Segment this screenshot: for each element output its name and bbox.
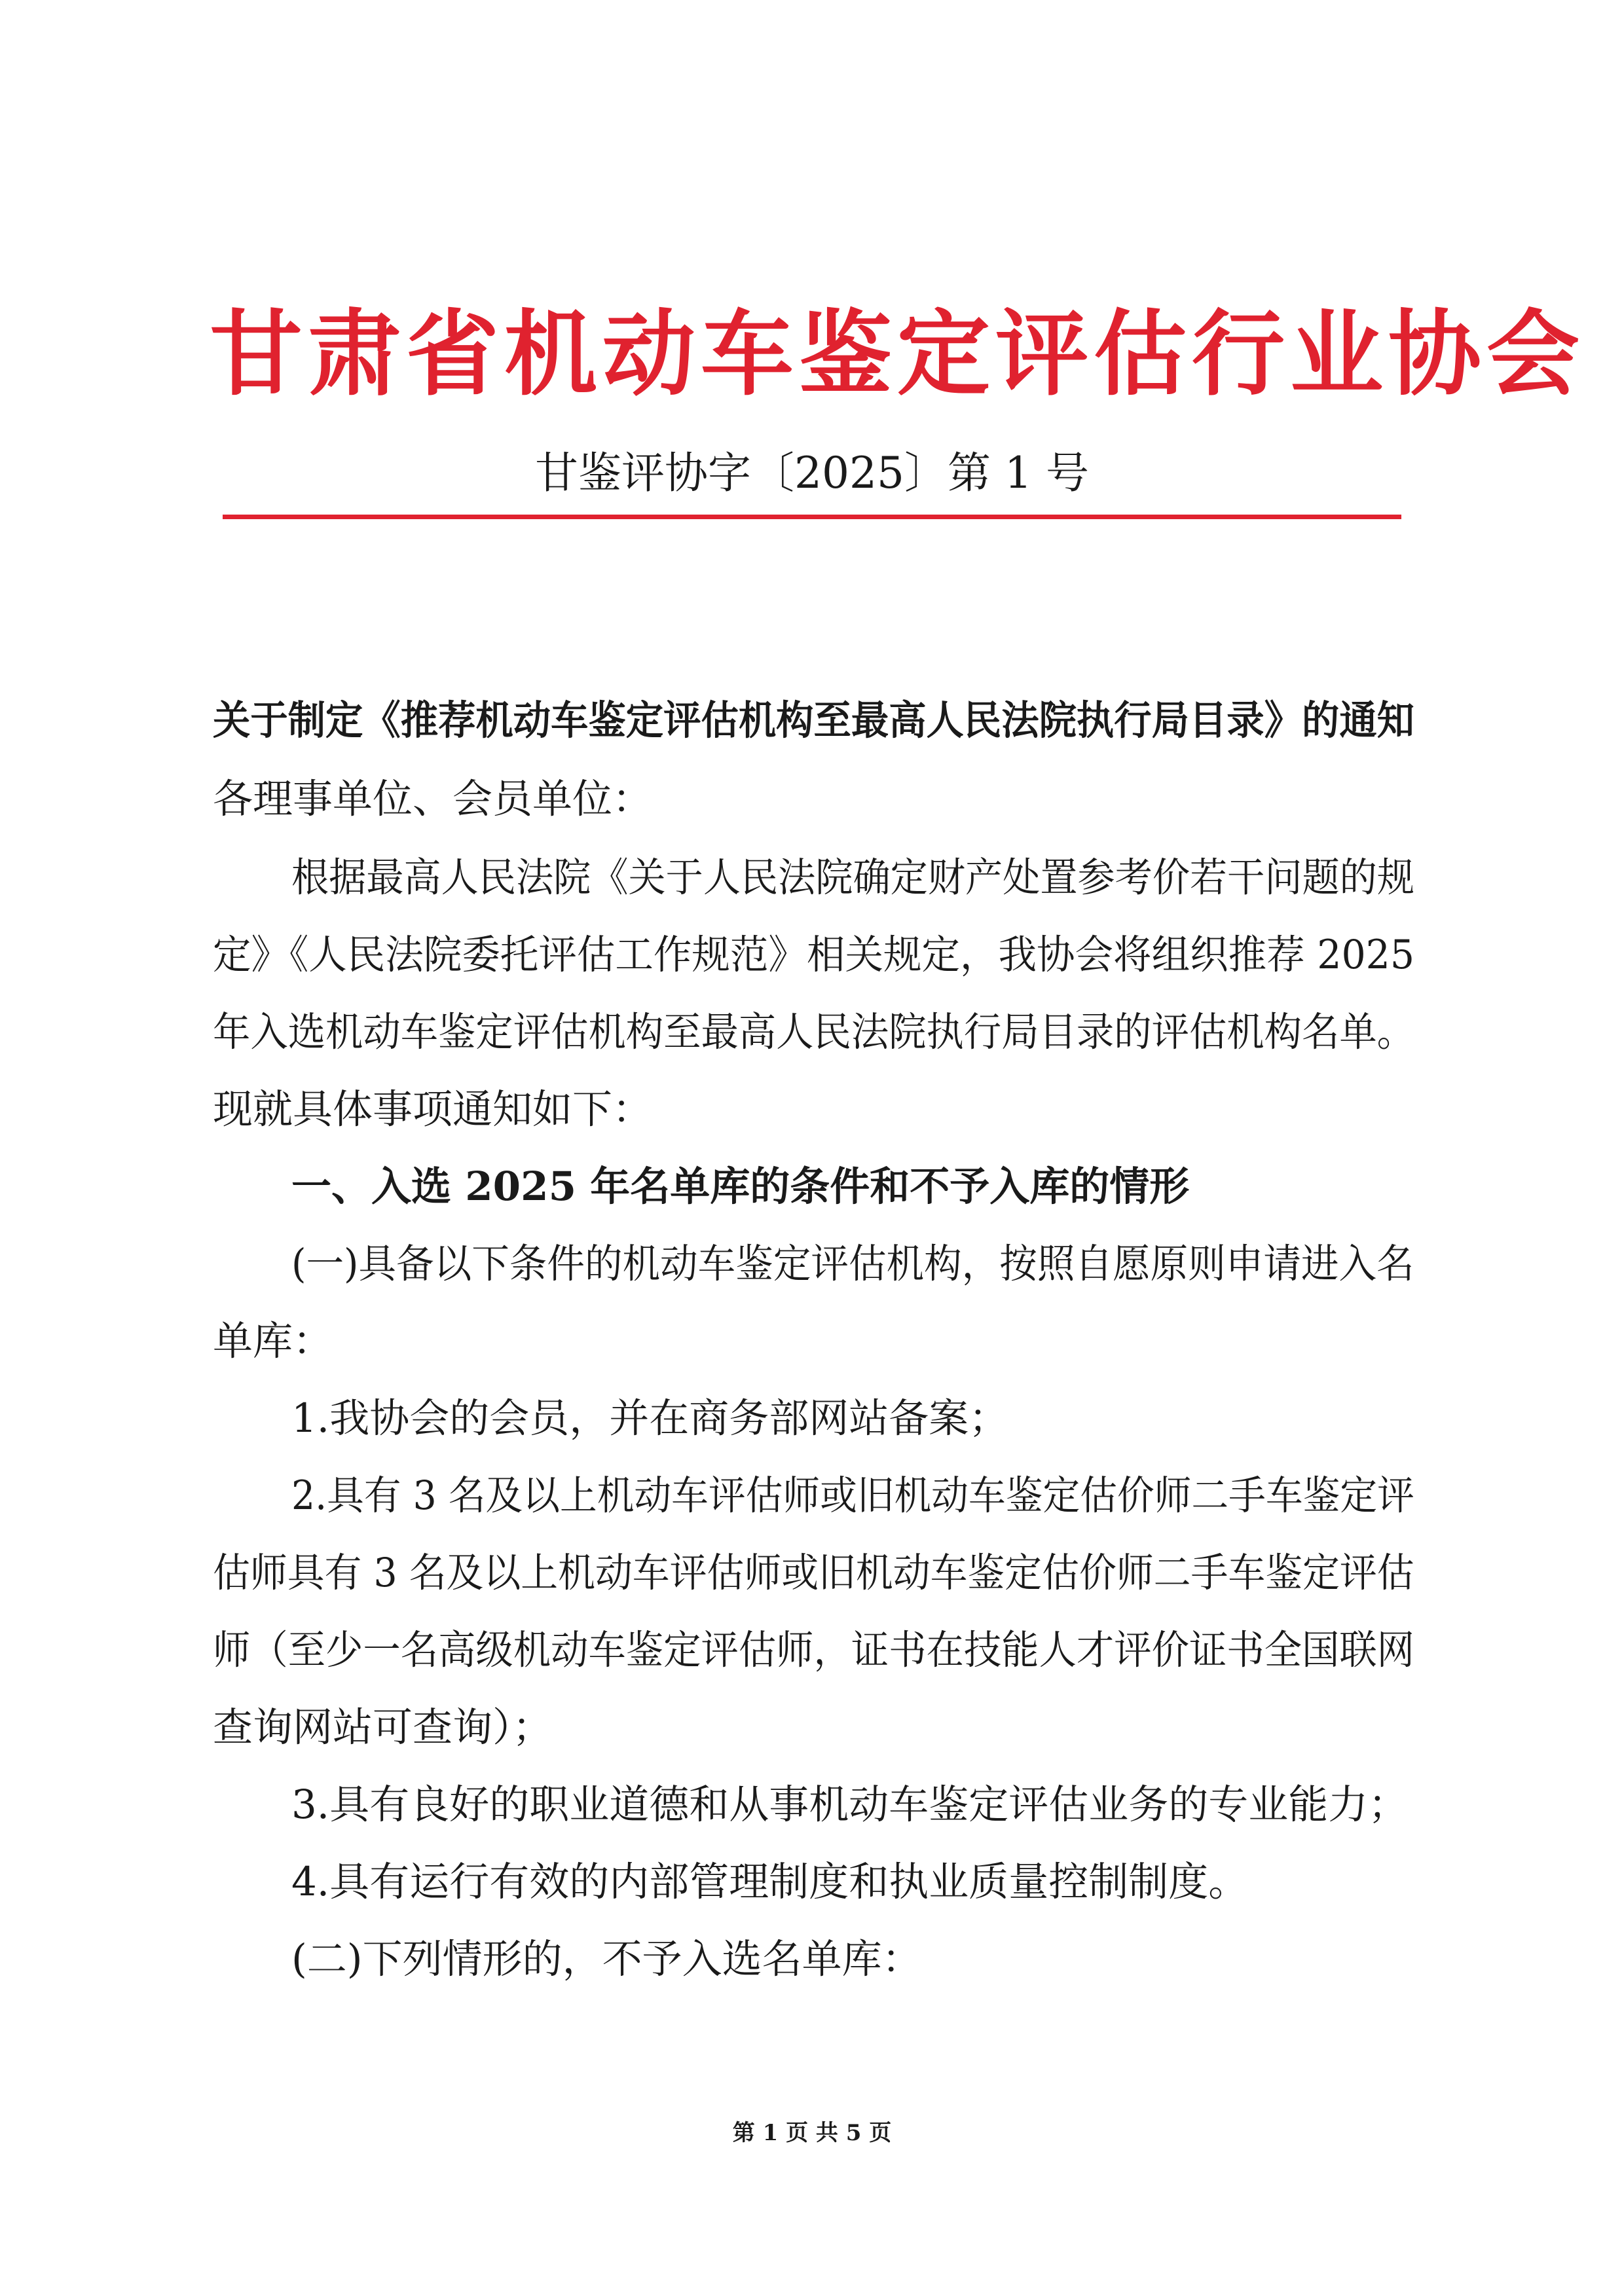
list-item-continuation: 估师具有 3 名及以上机动车评估师或旧机动车鉴定估价师二手车鉴定评估: [213, 1550, 1414, 1596]
list-item: 2.具有 3 名及以上机动车评估师或旧机动车鉴定估价师二手车鉴定评: [291, 1472, 1414, 1519]
page-number-footer: 第 1 页 共 5 页: [732, 2120, 892, 2146]
section-heading: 一、入选 2025 年名单库的条件和不予入库的情形: [291, 1163, 1190, 1210]
paragraph-line: 定》《人民法院委托评估工作规范》相关规定，我协会将组织推荐 2025: [213, 932, 1415, 978]
red-divider-line: [223, 515, 1401, 519]
paragraph-line: (二)下列情形的，不予入选名单库：: [291, 1936, 922, 1982]
document-number: 甘鉴评协字〔2025〕第 1 号: [535, 448, 1089, 498]
paragraph-line: 年入选机动车鉴定评估机构至最高人民法院执行局目录的评估机构名单。: [213, 1009, 1415, 1055]
organization-title: 甘肃省机动车鉴定评估行业协会: [210, 300, 1585, 409]
paragraph-line: 单库：: [213, 1318, 333, 1364]
list-item: 1.我协会的会员，并在商务部网站备案；: [291, 1395, 1009, 1442]
list-item-continuation: 查询网站可查询）；: [213, 1704, 553, 1751]
salutation: 各理事单位、会员单位：: [213, 776, 653, 822]
list-item-continuation: 师（至少一名高级机动车鉴定评估师，证书在技能人才评价证书全国联网: [213, 1627, 1415, 1673]
paragraph-line: (一)具备以下条件的机动车鉴定评估机构，按照自愿原则申请进入名: [291, 1241, 1414, 1287]
list-item: 3.具有良好的职业道德和从事机动车鉴定评估业务的专业能力；: [291, 1781, 1409, 1828]
list-item: 4.具有运行有效的内部管理制度和执业质量控制制度。: [291, 1859, 1249, 1905]
notice-title: 关于制定《推荐机动车鉴定评估机构至最高人民法院执行局目录》的通知: [213, 697, 1415, 744]
paragraph-line: 现就具体事项通知如下：: [213, 1086, 653, 1133]
paragraph-line: 根据最高人民法院《关于人民法院确定财产处置参考价若干问题的规: [291, 854, 1415, 901]
